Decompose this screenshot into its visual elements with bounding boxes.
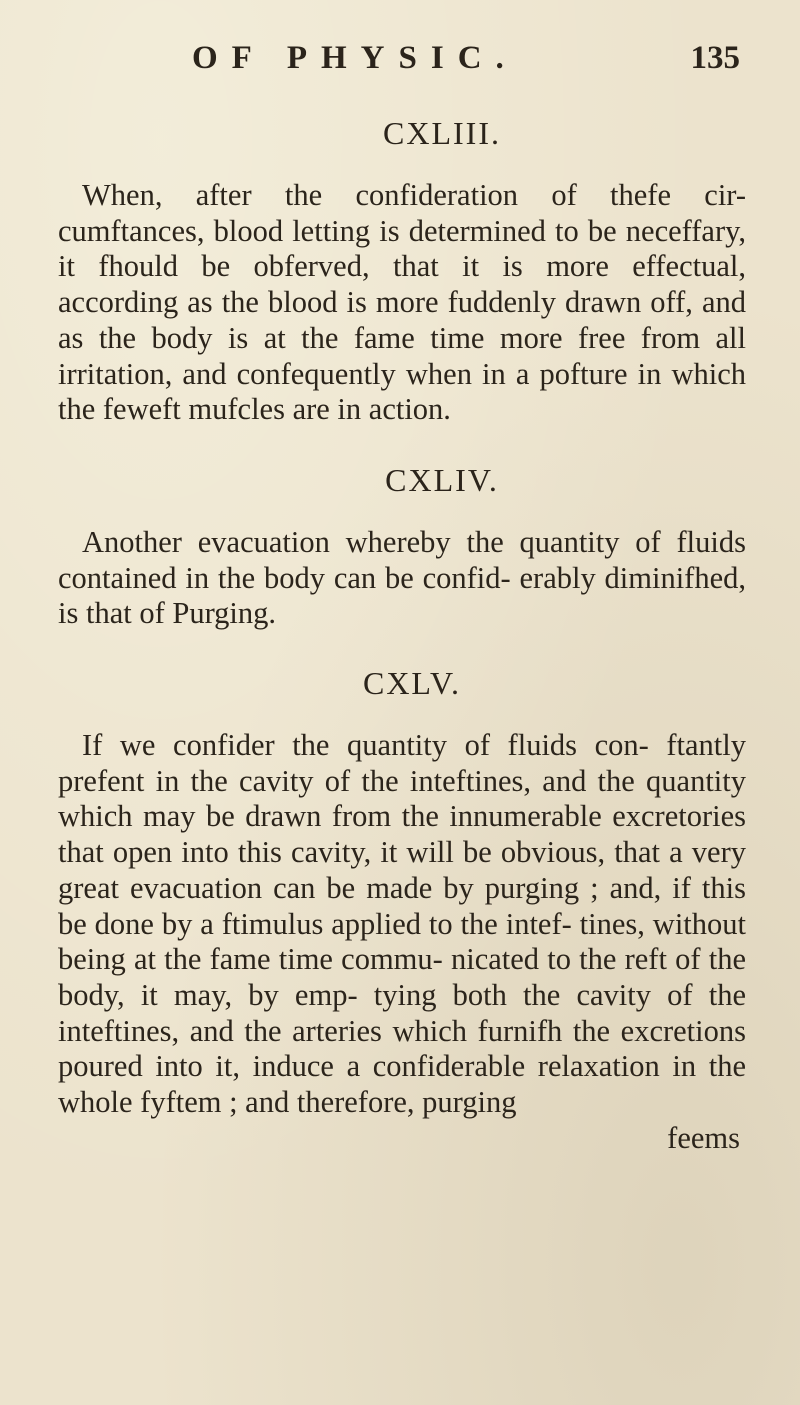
page-number: 135 xyxy=(690,40,740,76)
page-body xyxy=(58,110,746,1156)
section-heading-cxliv: CXLIV. xyxy=(385,461,499,498)
running-head-title: OF PHYSIC. xyxy=(192,40,518,76)
catchword: feems xyxy=(667,1120,740,1155)
section-paragraph-cxliii: When, after the confideration of thefe cir- cumftances, blood letting is determined to be neceffary, it fhould be obferved, that it is more effectual, according as the blood is more fuddenly drawn off, and as the body is at the fame time more free from all irritation, and confequently when in a pofture in which the feweft mufcles are in action. xyxy=(58,178,746,427)
section-paragraph-cxlv: If we confider the quantity of fluids con- ftantly prefent in the cavity of the inteftines, and the quantity which may be drawn from the innumerable excretories that open into this cavity, it will be obvious, that a very great evacuation can be made by purging ; and, if this be done by a ftimulus applied to the intef- tines, without being at the fame time commu- nicated to the reft of the body, it may, by emp- tying both the cavity of the inteftines, and the arteries which furnifh the excretions poured into it, induce a confiderable relaxation in the whole fyftem ; and therefore, purging xyxy=(58,728,746,1120)
running-head xyxy=(180,40,740,90)
section-paragraph-cxliv: Another evacuation whereby the quantity of fluids contained in the body can be confid- erably diminifhed, is that of Purging. xyxy=(58,524,746,631)
section-heading-cxlv: CXLV. xyxy=(362,665,462,702)
section-heading-cxliii: CXLIII. xyxy=(383,115,501,151)
